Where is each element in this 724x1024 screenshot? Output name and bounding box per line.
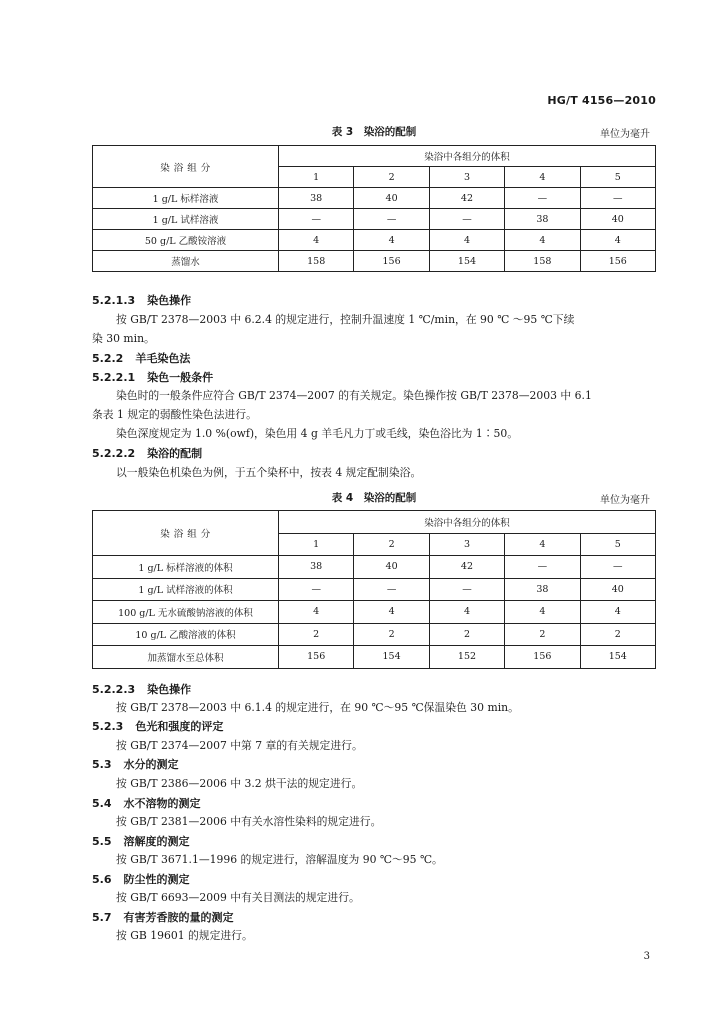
paragraph-line: 按 GB/T 2381—2006 中有关水溶性染料的规定进行。 (116, 815, 382, 828)
table-col-number: 2 (354, 533, 429, 556)
standard-code: HG/T 4156—2010 (547, 94, 656, 107)
cell: 158 (279, 251, 354, 272)
row-label: 10 g/L 乙酸溶液的体积 (93, 623, 279, 646)
cell: 42 (429, 188, 504, 209)
cell: 4 (354, 601, 429, 624)
paragraph-line: 按 GB/T 2386—2006 中 3.2 烘干法的规定进行。 (116, 777, 363, 790)
cell: 4 (580, 230, 655, 251)
section-number: 5.2.2.2 (92, 447, 136, 460)
section-number: 5.4 (92, 797, 112, 810)
cell: 2 (505, 623, 580, 646)
cell: 38 (279, 188, 354, 209)
cell: — (354, 209, 429, 230)
cell: 156 (505, 646, 580, 669)
table3 (92, 145, 656, 272)
cell: 158 (505, 251, 580, 272)
paragraph (92, 463, 658, 482)
paragraph (92, 386, 658, 443)
section-number: 5.3 (92, 758, 112, 771)
table-header-row (93, 146, 656, 167)
cell: 154 (354, 646, 429, 669)
cell: 4 (429, 601, 504, 624)
paragraph-line: 染 30 min。 (92, 332, 155, 345)
paragraph-line: 按 GB 19601 的规定进行。 (116, 929, 253, 942)
table-col-number: 3 (429, 167, 504, 188)
table-row (93, 188, 656, 209)
table-row (93, 601, 656, 624)
section-number: 5.2.3 (92, 720, 124, 733)
cell: 4 (580, 601, 655, 624)
paragraph (92, 310, 658, 348)
cell: 38 (505, 578, 580, 601)
paragraph-line: 以一般染色机染色为例，于五个染杯中，按表 4 规定配制染浴。 (116, 466, 422, 479)
cell: 40 (580, 578, 655, 601)
section-heading (92, 718, 223, 734)
table4-title: 表 4 染浴的配制 (331, 492, 417, 504)
section-heading (92, 292, 191, 308)
section-number: 5.2.2.3 (92, 683, 136, 696)
paragraph-line: 按 GB/T 2378—2003 中 6.1.4 的规定进行，在 90 ℃～95 ℃保温染色 30 min。 (116, 701, 519, 714)
cell: — (580, 188, 655, 209)
section-number: 5.2.2.1 (92, 371, 136, 384)
paragraph-line: 按 GB/T 2378—2003 中 6.2.4 的规定进行，控制升温速度 1 ℃/min，在 90 ℃ ～95 ℃下续 (116, 313, 575, 326)
section-title: 染色操作 (147, 294, 192, 307)
section-heading (92, 833, 190, 849)
table3-caption (92, 124, 656, 142)
section-heading (92, 350, 190, 366)
cell: 152 (429, 646, 504, 669)
table3-unit: 单位为毫升 (600, 129, 650, 140)
table-row (93, 623, 656, 646)
section-title: 染色操作 (147, 683, 192, 696)
table4-col-head: 染 浴 组 分 (93, 511, 279, 556)
cell: 4 (279, 601, 354, 624)
table-row (93, 578, 656, 601)
cell: 38 (505, 209, 580, 230)
section-number: 5.6 (92, 873, 112, 886)
table3-title: 表 3 染浴的配制 (331, 126, 417, 138)
table-col-number: 1 (279, 533, 354, 556)
cell: 38 (279, 556, 354, 579)
table-row (93, 646, 656, 669)
table-row (93, 556, 656, 579)
paragraph-line: 条表 1 规定的弱酸性染色法进行。 (92, 408, 257, 421)
table3-col-head: 染 浴 组 分 (93, 146, 279, 188)
cell: 4 (279, 230, 354, 251)
cell: — (279, 209, 354, 230)
paragraph-line: 染色深度规定为 1.0 %(owf)，染色用 4 g 羊毛凡力丁或毛线，染色浴比为 1∶50。 (116, 427, 519, 440)
section-title: 防尘性的测定 (123, 873, 190, 886)
cell: 2 (279, 623, 354, 646)
page-number: 3 (643, 951, 650, 962)
paragraph (92, 926, 658, 945)
section-number: 5.7 (92, 911, 112, 924)
cell: 42 (429, 556, 504, 579)
cell: 156 (580, 251, 655, 272)
cell: 40 (354, 556, 429, 579)
cell: 4 (429, 230, 504, 251)
table3-group-head: 染浴中各组分的体积 (279, 146, 656, 167)
cell: — (505, 188, 580, 209)
section-title: 色光和强度的评定 (135, 720, 224, 733)
table-col-number: 2 (354, 167, 429, 188)
table4-unit: 单位为毫升 (600, 495, 650, 506)
table-col-number: 3 (429, 533, 504, 556)
cell: 2 (354, 623, 429, 646)
paragraph (92, 698, 658, 717)
section-title: 染浴的配制 (147, 447, 203, 460)
paragraph (92, 888, 658, 907)
cell: — (505, 556, 580, 579)
section-heading (92, 369, 213, 385)
paragraph (92, 736, 658, 755)
paragraph (92, 774, 658, 793)
table-col-number: 5 (580, 533, 655, 556)
table-row (93, 230, 656, 251)
table4 (92, 510, 656, 669)
row-label: 蒸馏水 (93, 251, 279, 272)
cell: 4 (354, 230, 429, 251)
section-title: 溶解度的测定 (123, 835, 190, 848)
section-number: 5.5 (92, 835, 112, 848)
cell: — (354, 578, 429, 601)
table-row (93, 209, 656, 230)
table-header-row (93, 511, 656, 534)
section-heading (92, 909, 234, 925)
cell: — (429, 578, 504, 601)
cell: 4 (505, 601, 580, 624)
section-number: 5.2.1.3 (92, 294, 136, 307)
paragraph (92, 850, 658, 869)
section-number: 5.2.2 (92, 352, 124, 365)
table-col-number: 5 (580, 167, 655, 188)
row-label: 1 g/L 标样溶液 (93, 188, 279, 209)
cell: 40 (354, 188, 429, 209)
cell: 4 (505, 230, 580, 251)
table4-group-head: 染浴中各组分的体积 (279, 511, 656, 534)
row-label: 1 g/L 试样溶液的体积 (93, 578, 279, 601)
section-title: 水分的测定 (123, 758, 179, 771)
row-label: 1 g/L 标样溶液的体积 (93, 556, 279, 579)
cell: 156 (279, 646, 354, 669)
section-heading (92, 445, 202, 461)
paragraph-line: 按 GB/T 6693—2009 中有关目测法的规定进行。 (116, 891, 360, 904)
cell: — (429, 209, 504, 230)
cell: — (279, 578, 354, 601)
cell: 154 (580, 646, 655, 669)
section-title: 水不溶物的测定 (123, 797, 201, 810)
section-heading (92, 795, 201, 811)
section-heading (92, 871, 190, 887)
cell: 2 (429, 623, 504, 646)
paragraph (92, 812, 658, 831)
row-label: 50 g/L 乙酸铵溶液 (93, 230, 279, 251)
cell: 40 (580, 209, 655, 230)
table4-caption (92, 490, 656, 508)
cell: 154 (429, 251, 504, 272)
section-title: 有害芳香胺的量的测定 (123, 911, 234, 924)
table-col-number: 4 (505, 167, 580, 188)
cell: 2 (580, 623, 655, 646)
paragraph-line: 染色时的一般条件应符合 GB/T 2374—2007 的有关规定。染色操作按 GB/T 2378—2003 中 6.1 (116, 389, 592, 402)
paragraph-line: 按 GB/T 3671.1—1996 的规定进行，溶解温度为 90 ℃～95 ℃。 (116, 853, 443, 866)
row-label: 1 g/L 试样溶液 (93, 209, 279, 230)
cell: 156 (354, 251, 429, 272)
cell: — (580, 556, 655, 579)
section-title: 染色一般条件 (147, 371, 214, 384)
row-label: 加蒸馏水至总体积 (93, 646, 279, 669)
table-row (93, 251, 656, 272)
section-heading (92, 756, 179, 772)
paragraph-line: 按 GB/T 2374—2007 中第 7 章的有关规定进行。 (116, 739, 363, 752)
table-col-number: 1 (279, 167, 354, 188)
table-col-number: 4 (505, 533, 580, 556)
row-label: 100 g/L 无水硫酸钠溶液的体积 (93, 601, 279, 624)
section-heading (92, 681, 191, 697)
section-title: 羊毛染色法 (135, 352, 191, 365)
